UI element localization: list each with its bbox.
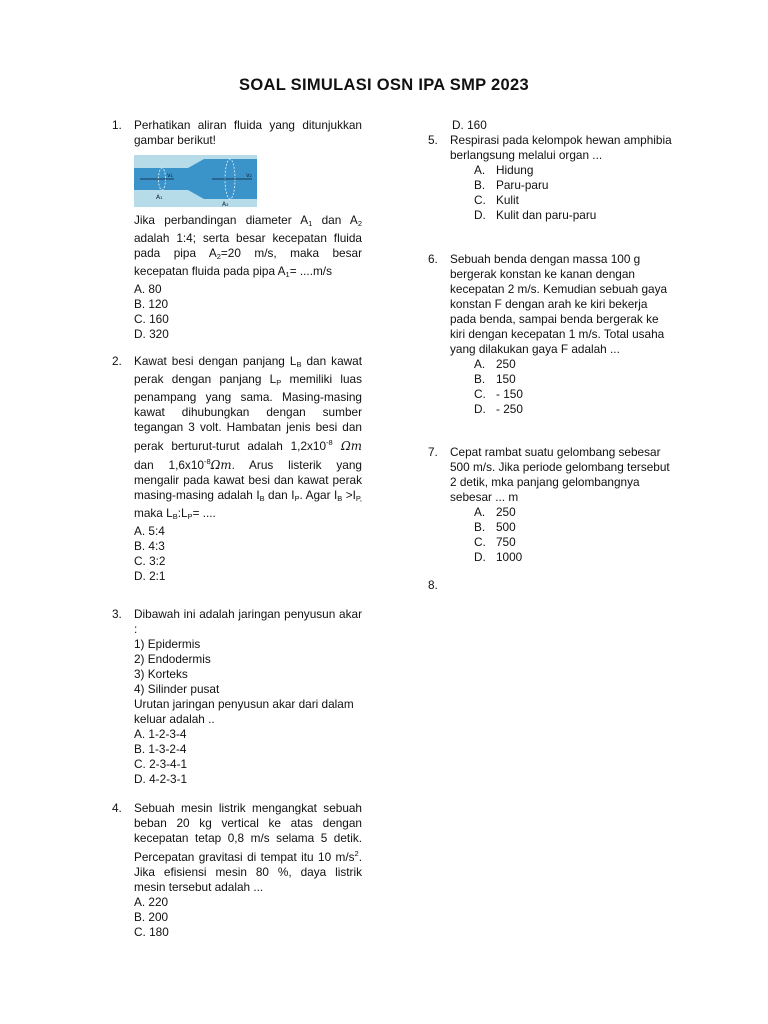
list-item: 3) Korteks (134, 667, 188, 681)
option: C. 2-3-4-1 (134, 757, 188, 771)
list-item: 2) Endodermis (134, 652, 211, 666)
right-column (428, 118, 676, 593)
option: B. 500 (474, 520, 516, 534)
option: A. 80 (134, 282, 162, 296)
options-list (134, 727, 362, 787)
question-1 (112, 118, 362, 354)
option: A. 1-2-3-4 (134, 727, 187, 741)
option: C. 3:2 (134, 554, 166, 568)
option-continued: D. 160 (452, 118, 487, 132)
options-list (134, 282, 362, 342)
list-item: 1) Epidermis (134, 637, 201, 651)
question-text: Kawat besi dengan panjang $L_B$ dan kawat perak dengan panjang $L_P$ memiliki luas penampang yang sama. Masing-masing kawat dihubungkan dengan sumber tegangan 3 volt. Hambatan jenis besi dan perak berturut-turut adalah $1,2x10^{-8}$ Ωm dan $1,6x10^{-8}\Omega m$. Arus listerik yang mengalir pada kawat besi dan kawat perak masing-masing adalah $I_B$ dan $I_P$. Agar $I_B >I_{P,}$ maka $L_B:L_P=$ .... (134, 354, 362, 521)
question-number: 4. (112, 801, 122, 815)
question-4 (112, 801, 362, 951)
question-text: Respirasi pada kelompok hewan amphibia berlangsung melalui organ ... (450, 133, 672, 162)
label-v1: v₁ (167, 172, 173, 179)
option: C. 180 (134, 925, 169, 939)
options-list (134, 524, 362, 584)
option: A. 5:4 (134, 524, 165, 538)
option: B. 150 (474, 372, 516, 386)
options-list (450, 357, 676, 417)
option: D. Kulit dan paru-paru (474, 208, 597, 222)
question-text: Sebuah benda dengan massa 100 g bergerak konstan ke kanan dengan kecepatan 2 m/s. Kemudian sebuah gaya konstan F dengan arah ke kiri bekerja pada benda, sampai benda bergerak ke kiri dengan kecepatan 1 m/s. Total usaha yang dilakukan gaya F adalah ... (450, 252, 668, 356)
options-list (450, 505, 676, 565)
option: A. 250 (474, 505, 516, 519)
question-3 (112, 607, 362, 801)
option: B. Paru-paru (474, 178, 549, 192)
option: A. 220 (134, 895, 169, 909)
option: C. 750 (474, 535, 516, 549)
question-6 (428, 252, 676, 445)
option: A. Hidung (474, 163, 534, 177)
option: D. 1000 (474, 550, 523, 564)
list-item: 4) Silinder pusat (134, 682, 220, 696)
tissue-list (134, 637, 362, 697)
left-column (112, 118, 362, 951)
question-number: 7. (428, 445, 438, 459)
question-intro: Perhatikan aliran fluida yang ditunjukkan gambar berikut! (134, 118, 362, 147)
option: B. 200 (134, 910, 169, 924)
question-number: 3. (112, 607, 122, 621)
question-2 (112, 354, 362, 607)
page-title: SOAL SIMULASI OSN IPA SMP 2023 (239, 76, 529, 94)
option: D. 320 (134, 327, 169, 341)
fluid-pipe-figure (134, 155, 257, 207)
question-number: 5. (428, 133, 438, 147)
question-5 (428, 133, 676, 252)
question-number: 6. (428, 252, 438, 266)
question-text: Jika perbandingan diameter $A_1$ dan $A_2$ adalah 1:4; serta besar kecepatan fluida pada pipa $A_2=20$ m/s, maka besar kecepatan fluida pada pipa $A_1= ....m/s$ (134, 213, 362, 279)
option: D. 2:1 (134, 569, 166, 583)
question-7 (428, 445, 676, 578)
option: B. 4:3 (134, 539, 165, 553)
question-text: Cepat rambat suatu gelombang sebesar 500 m/s. Jika periode gelombang tersebut 2 detik, mka panjang gelombangnya sebesar ... m (450, 445, 670, 504)
question-text: Sebuah mesin listrik mengangkat sebuah beban 20 kg vertical ke atas dengan kecepatan tetap 0,8 m/s selama 5 detik. Percepatan gravitasi di tempat itu 10 $m/s^2$. Jika efisiensi mesin 80 %, daya listrik mesin tersebut adalah ... (134, 801, 362, 894)
option: D. 4-2-3-1 (134, 772, 188, 786)
option: C. 160 (134, 312, 169, 326)
options-list (450, 163, 676, 223)
question-text: Dibawah ini adalah jaringan penyusun akar : (134, 607, 362, 636)
question-number: 2. (112, 354, 122, 368)
question-number: 1. (112, 118, 122, 132)
option: D. - 250 (474, 402, 523, 416)
label-a1: A₁ (156, 194, 163, 201)
option: C. - 150 (474, 387, 523, 401)
option: A. 250 (474, 357, 516, 371)
question-text-2: Urutan jaringan penyusun akar dari dalam keluar adalah .. (134, 697, 354, 726)
options-list (134, 895, 362, 940)
question-8 (428, 578, 676, 593)
option: B. 120 (134, 297, 169, 311)
label-v2: v₂ (246, 172, 252, 179)
option: B. 1-3-2-4 (134, 742, 187, 756)
option: C. Kulit (474, 193, 519, 207)
question-number: 8. (428, 578, 438, 592)
label-a2: A₂ (222, 201, 229, 207)
